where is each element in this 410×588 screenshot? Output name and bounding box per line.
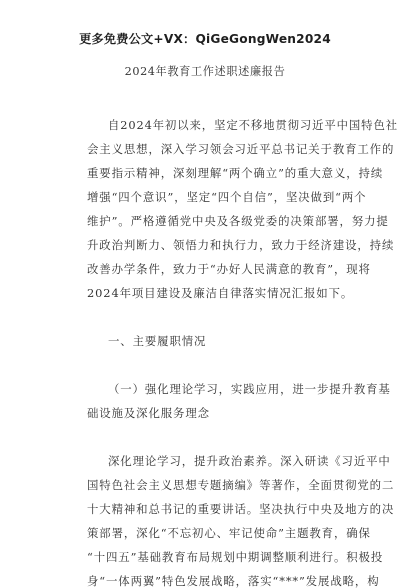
- paragraph-4-line-4: 策部署，深化“不忘初心、牢记使命”主题教育，确保: [87, 526, 371, 540]
- paragraph-1-line-3: 重要指示精神，深刻理解“两个确立”的重大意义，持续: [87, 166, 384, 180]
- watermark-header: 更多免费公文+VX：QiGeGongWen2024: [79, 32, 331, 46]
- paragraph-1-line-5: 维护”。严格遵循党中央及各级党委的决策部署，努力提: [87, 214, 389, 228]
- paragraph-1-line-4: 增强“四个意识”，坚定“四个自信”，坚决做到“两个: [87, 190, 367, 204]
- paragraph-4-line-3: 十大精神和总书记的重要讲话。坚决执行中央及地方的决: [87, 502, 395, 516]
- paragraph-1-line-2: 会主义思想，深入学习领会习近平总书记关于教育工作的: [87, 142, 395, 156]
- paragraph-1-line-7: 改善办学条件，致力于“办好人民满意的教育”，现将: [87, 262, 371, 276]
- paragraph-1-line-8: 2024年项目建设及廉洁自律落实情况汇报如下。: [87, 286, 354, 300]
- paragraph-1-line-1: 自2024年初以来，坚定不移地贯彻习近平中国特色社: [108, 118, 398, 132]
- paragraph-4-line-1: 深化理论学习，提升政治素养。深入研读《习近平中: [108, 454, 391, 468]
- subsection-heading-line-2: 础设施及深化服务理念: [87, 406, 210, 420]
- paragraph-4-line-2: 国特色社会主义思想专题摘编》等著作，全面贯彻党的二: [87, 478, 395, 492]
- document-title: 2024年教育工作述职述廉报告: [124, 65, 286, 78]
- subsection-heading-line-1: （一）强化理论学习，实践应用，进一步提升教育基: [108, 382, 391, 396]
- paragraph-4-line-6: 身“一体两翼”特色发展战略，落实“***”发展战略，构: [87, 574, 380, 588]
- section-heading: 一、主要履职情况: [108, 334, 207, 348]
- paragraph-4-line-5: “十四五”基础教育布局规划中期调整顺利进行。积极投: [87, 550, 384, 564]
- paragraph-1-line-6: 升政治判断力、领悟力和执行力，致力于经济建设，持续: [87, 238, 395, 252]
